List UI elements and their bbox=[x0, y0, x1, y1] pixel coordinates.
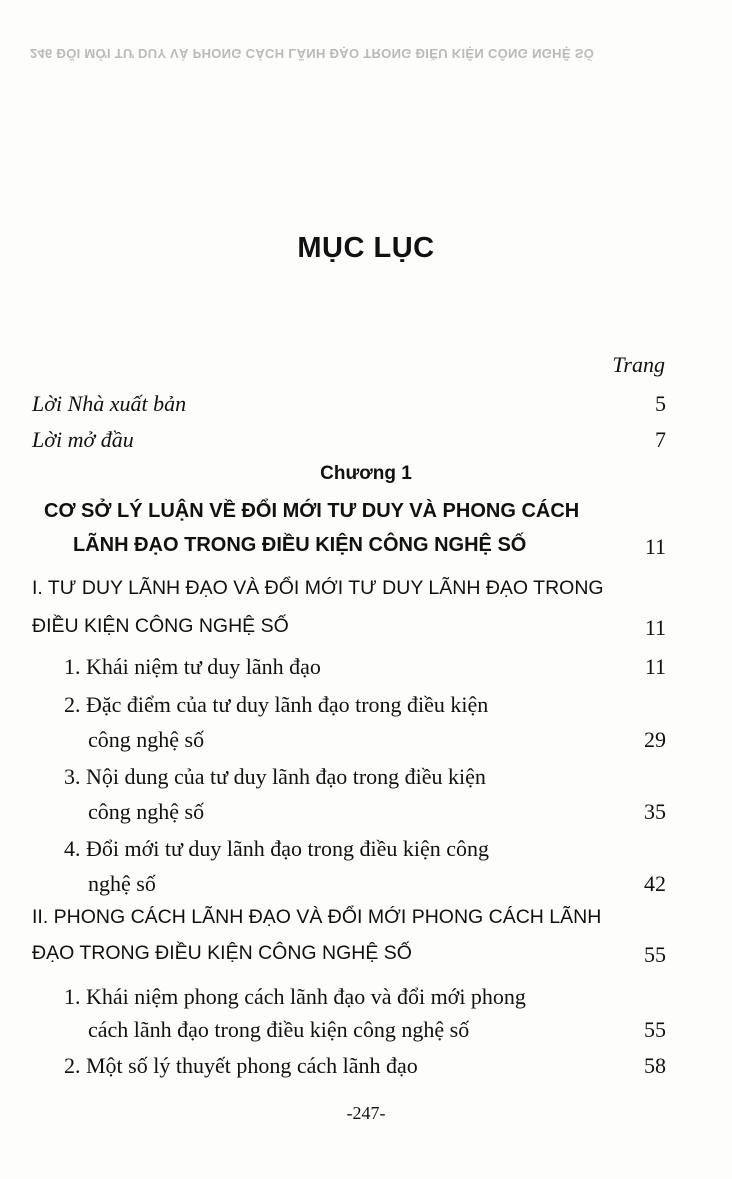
toc-item-page: 35 bbox=[644, 799, 666, 824]
toc-item-label: 1. Khái niệm phong cách lãnh đạo và đổi mới phong bbox=[64, 984, 526, 1009]
section2-title-line2: ĐẠO TRONG ĐIỀU KIỆN CÔNG NGHỆ SỐ bbox=[32, 942, 412, 964]
toc-item-label: 1. Khái niệm tư duy lãnh đạo bbox=[64, 654, 321, 679]
toc-title: MỤC LỤC bbox=[297, 232, 435, 264]
section1-page: 11 bbox=[644, 615, 666, 640]
toc-item-label: 3. Nội dung của tư duy lãnh đạo trong điều kiện bbox=[64, 764, 486, 789]
chapter-label: Chương 1 bbox=[320, 463, 412, 484]
section2-page: 55 bbox=[644, 942, 666, 967]
toc-item-page: 55 bbox=[644, 1017, 666, 1042]
page-column-label: Trang bbox=[612, 352, 665, 377]
section2-title-line1: II. PHONG CÁCH LÃNH ĐẠO VÀ ĐỔI MỚI PHONG CÁCH LÃNH bbox=[32, 906, 602, 928]
toc-item-label: 2. Đặc điểm của tư duy lãnh đạo trong điều kiện bbox=[64, 692, 489, 717]
chapter-title-line2: LÃNH ĐẠO TRONG ĐIỀU KIỆN CÔNG NGHỆ SỐ bbox=[73, 534, 527, 556]
toc-item-page: 42 bbox=[644, 871, 666, 896]
toc-item-label-cont: công nghệ số bbox=[88, 799, 205, 824]
page-number: -247- bbox=[346, 1103, 386, 1123]
toc-item-label-cont: cách lãnh đạo trong điều kiện công nghệ số bbox=[88, 1017, 470, 1042]
chapter-page: 11 bbox=[644, 534, 666, 559]
toc-entry-page: 7 bbox=[655, 427, 666, 452]
toc-item-label: 4. Đổi mới tư duy lãnh đạo trong điều kiện công bbox=[64, 836, 489, 861]
toc-item-label-cont: công nghệ số bbox=[88, 727, 205, 752]
toc-item-page: 11 bbox=[644, 654, 666, 679]
toc-entry-page: 5 bbox=[655, 391, 666, 416]
section1-title-line1: I. TƯ DUY LÃNH ĐẠO VÀ ĐỔI MỚI TƯ DUY LÃNH ĐẠO TRONG bbox=[32, 577, 604, 599]
toc-item-page: 29 bbox=[644, 727, 666, 752]
chapter-title-line1: CƠ SỞ LÝ LUẬN VỀ ĐỔI MỚI TƯ DUY VÀ PHONG CÁCH bbox=[44, 500, 580, 522]
toc-entry-label: Lời mở đầu bbox=[32, 427, 134, 452]
toc-item-label: 2. Một số lý thuyết phong cách lãnh đạo bbox=[64, 1053, 418, 1078]
toc-entry-label: Lời Nhà xuất bản bbox=[32, 391, 187, 416]
bleed-through-header: 246 ĐỔI MỚI TƯ DUY VÀ PHONG CÁCH LÃNH ĐẠO TRONG ĐIỀU KIỆN CÔNG NGHỆ SỐ bbox=[30, 46, 595, 61]
toc-item-label-cont: nghệ số bbox=[88, 871, 156, 896]
section1-title-line2: ĐIỀU KIỆN CÔNG NGHỆ SỐ bbox=[32, 615, 289, 637]
toc-item-page: 58 bbox=[644, 1053, 666, 1078]
